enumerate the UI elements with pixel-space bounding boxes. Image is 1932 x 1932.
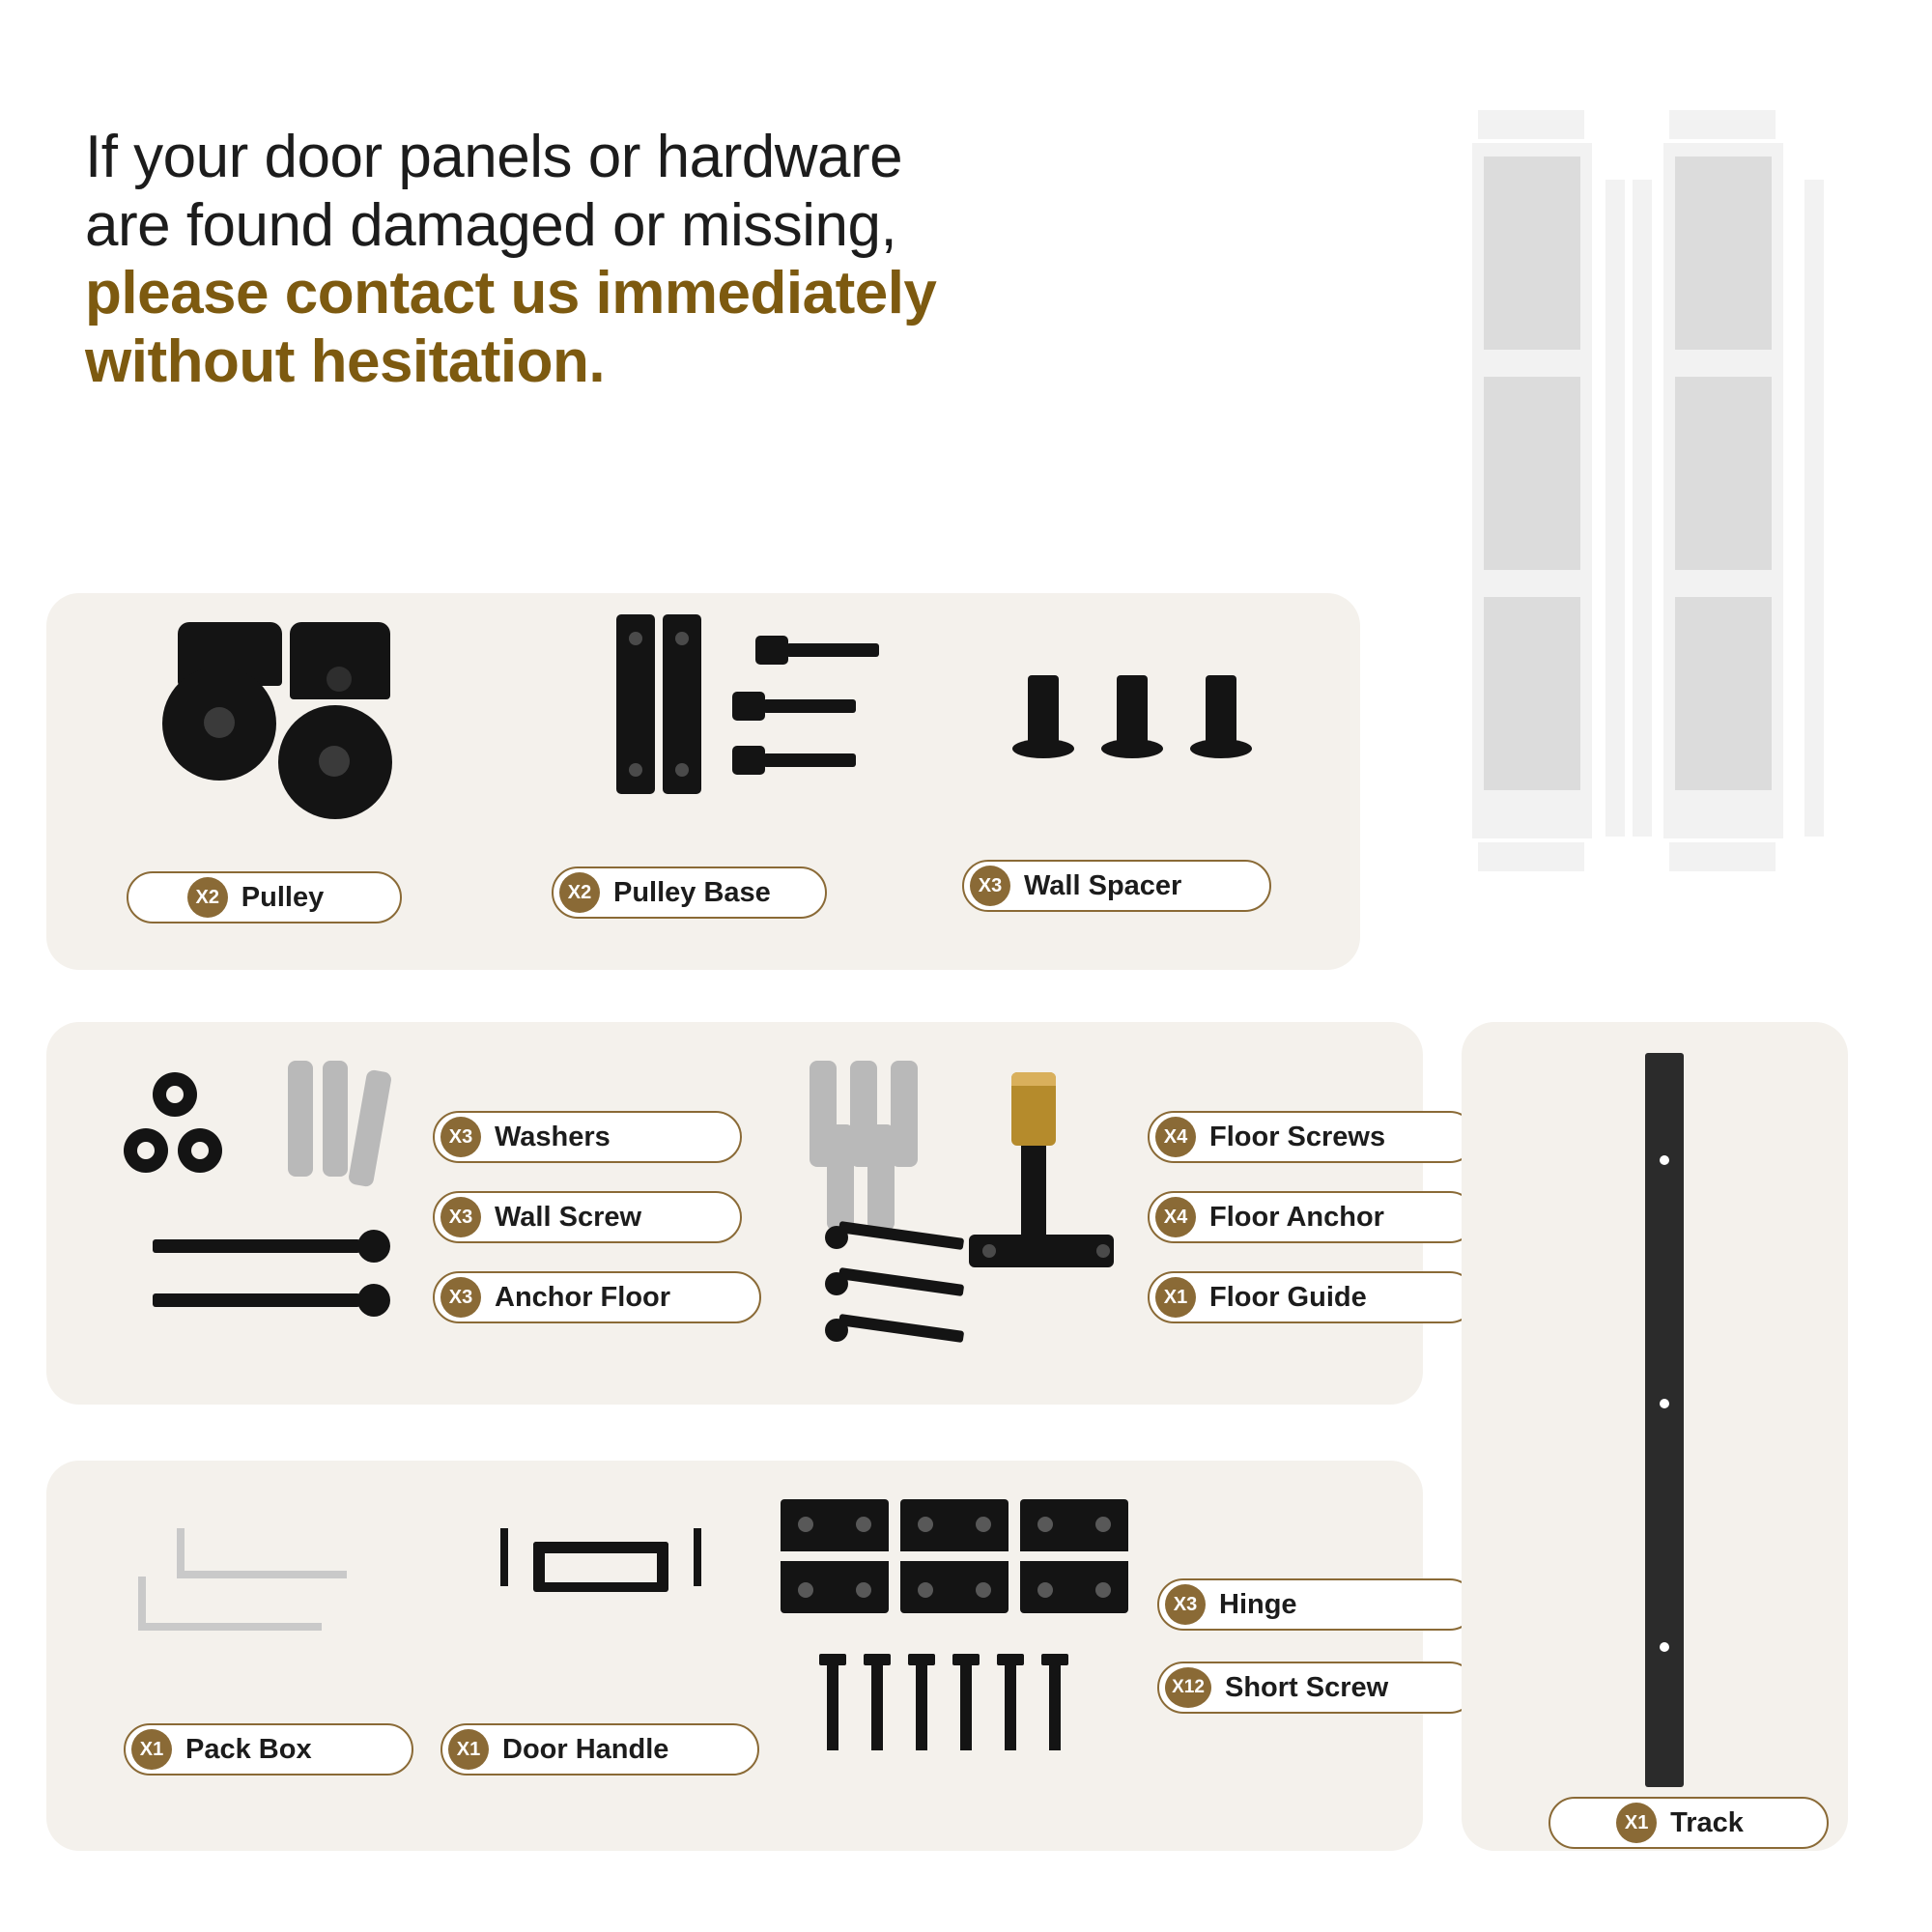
wall-spacer-label: Wall Spacer	[1024, 869, 1182, 901]
part-pill-washers[interactable]	[433, 1111, 742, 1163]
door-glass-left-2	[1484, 377, 1580, 570]
door-glass-right-1	[1675, 156, 1772, 350]
part-pill-hinge[interactable]	[1157, 1578, 1476, 1631]
short-screw-count: X12	[1165, 1667, 1211, 1708]
door-glass-left-1	[1484, 156, 1580, 350]
floor-screws-icon	[838, 1230, 1032, 1346]
pulley-base-label: Pulley Base	[613, 876, 771, 908]
pulley-icon	[143, 622, 413, 844]
part-pill-wall-screw[interactable]	[433, 1191, 742, 1243]
hardware-panel-pulley	[46, 593, 1360, 970]
door-bottom-rail-right	[1669, 842, 1776, 871]
part-pill-anchor-floor[interactable]	[433, 1271, 761, 1323]
wall-spacer-icon	[1012, 675, 1283, 830]
door-glass-left-3	[1484, 597, 1580, 790]
pack-box-label: Pack Box	[185, 1733, 312, 1765]
door-glass-right-3	[1675, 597, 1772, 790]
washers-icon	[124, 1072, 230, 1188]
pulley-base-icon	[616, 614, 906, 827]
anchor-floor-label: Anchor Floor	[495, 1281, 671, 1313]
floor-screws-label: Floor Screws	[1209, 1121, 1386, 1152]
wall-plug-icon	[288, 1061, 423, 1196]
floor-guide-label: Floor Guide	[1209, 1281, 1367, 1313]
part-pill-wall-spacer[interactable]	[962, 860, 1271, 912]
part-pill-pulley[interactable]	[127, 871, 402, 923]
floor-anchor-label: Floor Anchor	[1209, 1201, 1384, 1233]
wall-spacer-count: X3	[970, 866, 1010, 906]
anchor-floor-count: X3	[440, 1277, 481, 1318]
hinge-icon	[781, 1499, 1128, 1654]
headline-emphasis-2: without hesitation.	[85, 328, 606, 396]
hardware-panel-fasteners	[46, 1022, 1423, 1405]
headline-emphasis-1: please contact us immediately	[85, 260, 937, 327]
pack-box-count: X1	[131, 1729, 172, 1770]
door-top-rail-right	[1669, 110, 1776, 139]
track-count: X1	[1616, 1803, 1657, 1843]
wall-screw-label: Wall Screw	[495, 1201, 642, 1233]
door-stile-middle-2	[1633, 180, 1652, 837]
door-bottom-rail-left	[1478, 842, 1584, 871]
track-hole-2	[1660, 1399, 1669, 1408]
hinge-label: Hinge	[1219, 1588, 1297, 1620]
part-pill-pulley-base[interactable]	[552, 867, 827, 919]
floor-anchor-count: X4	[1155, 1197, 1196, 1237]
washers-label: Washers	[495, 1121, 611, 1152]
page-title	[85, 124, 1264, 397]
part-pill-short-screw[interactable]	[1157, 1662, 1476, 1714]
washers-count: X3	[440, 1117, 481, 1157]
track-label: Track	[1670, 1806, 1744, 1838]
wall-screw-icon	[153, 1230, 404, 1336]
headline-line-1: If your door panels or hardware	[85, 124, 903, 190]
wall-screw-count: X3	[440, 1197, 481, 1237]
door-stile-edge	[1804, 180, 1824, 837]
pulley-label: Pulley	[241, 881, 325, 913]
door-glass-right-2	[1675, 377, 1772, 570]
door-handle-label: Door Handle	[502, 1733, 669, 1765]
track-hole-3	[1660, 1642, 1669, 1652]
short-screw-icon	[819, 1654, 1148, 1770]
part-pill-pack-box[interactable]	[124, 1723, 413, 1776]
hinge-count: X3	[1165, 1584, 1206, 1625]
door-top-rail-left	[1478, 110, 1584, 139]
floor-anchor-icon	[810, 1061, 993, 1215]
pack-box-icon	[109, 1528, 360, 1663]
track-hole-1	[1660, 1155, 1669, 1165]
pulley-count: X2	[187, 877, 228, 918]
short-screw-label: Short Screw	[1225, 1671, 1389, 1703]
door-stile-middle-1	[1605, 180, 1625, 837]
part-pill-track[interactable]	[1548, 1797, 1829, 1849]
part-pill-floor-anchor[interactable]	[1148, 1191, 1476, 1243]
door-handle-icon	[491, 1528, 723, 1654]
headline-line-2: are found damaged or missing,	[85, 191, 897, 259]
pulley-base-count: X2	[559, 872, 600, 913]
part-pill-floor-screws[interactable]	[1148, 1111, 1476, 1163]
floor-guide-count: X1	[1155, 1277, 1196, 1318]
door-handle-count: X1	[448, 1729, 489, 1770]
hardware-panel-misc	[46, 1461, 1423, 1851]
part-pill-door-handle[interactable]	[440, 1723, 759, 1776]
door-panels-illustration	[1459, 97, 1884, 947]
part-pill-floor-guide[interactable]	[1148, 1271, 1476, 1323]
floor-screws-count: X4	[1155, 1117, 1196, 1157]
